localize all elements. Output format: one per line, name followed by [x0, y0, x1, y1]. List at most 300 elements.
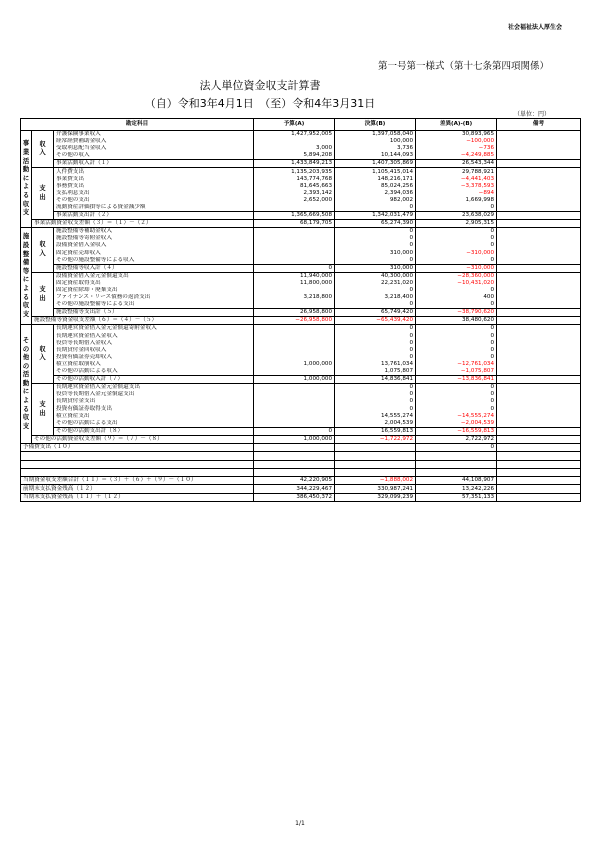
unit-label: （単位：円） — [514, 111, 551, 118]
table-row — [21, 354, 581, 361]
table-row — [21, 384, 581, 392]
cell-actual: 0 — [335, 391, 416, 398]
row-label: 施設整備等補助金収入 — [54, 228, 254, 236]
cell-budget: 68,179,705 — [254, 220, 335, 228]
cell-remarks — [497, 354, 581, 361]
table-row — [21, 242, 581, 249]
row-label: 固定資産取得支出 — [54, 280, 254, 287]
cell-actual: 0 — [335, 257, 416, 265]
table-row — [21, 376, 581, 384]
cell-actual: 65,274,390 — [335, 220, 416, 228]
cell-budget — [254, 340, 335, 347]
cell-budget: 81,645,663 — [254, 183, 335, 190]
table-row — [21, 405, 581, 412]
cell-difference — [416, 460, 497, 468]
cell-budget — [254, 347, 335, 354]
cell-budget — [254, 391, 335, 398]
cell-remarks — [497, 493, 581, 501]
organization-name: 社会福祉法人厚生会 — [507, 24, 562, 31]
cell-actual: 0 — [335, 405, 416, 412]
cell-difference: −12,761,034 — [416, 361, 497, 368]
table-row — [21, 309, 581, 317]
cell-actual: 1,075,807 — [335, 368, 416, 376]
table-row — [21, 398, 581, 405]
table-row — [21, 477, 581, 485]
row-label: 設備資金借入金収入 — [54, 242, 254, 249]
cell-actual: 65,749,420 — [335, 309, 416, 317]
cell-remarks — [497, 145, 581, 152]
row-label: 流動資産評価損等による資金減少額 — [54, 204, 254, 212]
cell-remarks — [497, 250, 581, 257]
cell-actual: 148,216,171 — [335, 176, 416, 183]
cell-budget: 5,894,208 — [254, 152, 335, 160]
cell-actual: 329,099,239 — [335, 493, 416, 501]
cell-actual: 310,000 — [335, 250, 416, 257]
table-row — [21, 235, 581, 242]
table-row — [21, 152, 581, 160]
document-title: 法人単位資金収支計算書 — [199, 79, 321, 92]
cell-actual: 1,105,415,014 — [335, 168, 416, 176]
cell-actual: 0 — [335, 325, 416, 333]
cell-remarks — [497, 131, 581, 139]
table-row — [21, 325, 581, 333]
cell-actual: −1,888,002 — [335, 477, 416, 485]
cell-remarks — [497, 257, 581, 265]
cell-difference: 29,788,921 — [416, 168, 497, 176]
group-other: そ の 他 の 活 動 に よ る 収 支 — [21, 325, 32, 444]
row-label: 当期末支払資金残高（１１）＋（１２） — [21, 493, 254, 501]
cell-difference: −736 — [416, 145, 497, 152]
row-label: ファイナンス・リース債務の返済支出 — [54, 294, 254, 301]
cell-actual: 2,394,036 — [335, 190, 416, 197]
cell-remarks — [497, 443, 581, 451]
cell-budget: 11,800,000 — [254, 280, 335, 287]
cell-remarks — [497, 485, 581, 493]
column-actual: 決算(B) — [335, 119, 416, 131]
cell-budget — [254, 204, 335, 212]
cell-actual: 100,000 — [335, 138, 416, 145]
cell-budget: 2,652,000 — [254, 197, 335, 204]
row-label: 事業費支出 — [54, 176, 254, 183]
row-label: 役員等長期借入金元金償還支出 — [54, 391, 254, 398]
row-label: 設備資金借入金元金償還支出 — [54, 272, 254, 280]
row-label: その他の活動による支出 — [54, 420, 254, 428]
cell-remarks — [497, 468, 581, 476]
cell-remarks — [497, 347, 581, 354]
cell-difference: −14,555,274 — [416, 413, 497, 420]
cell-difference — [416, 452, 497, 460]
cell-remarks — [497, 287, 581, 294]
cell-budget — [254, 420, 335, 428]
cell-actual: 0 — [335, 354, 416, 361]
cell-budget — [254, 235, 335, 242]
cell-actual: 40,300,000 — [335, 272, 416, 280]
table-row — [21, 228, 581, 236]
cell-actual: 310,000 — [335, 264, 416, 272]
cell-actual: 3,736 — [335, 145, 416, 152]
row-label: 施設整備等支出計（５） — [54, 309, 254, 317]
row-label: 積立資産支出 — [54, 413, 254, 420]
cell-remarks — [497, 435, 581, 443]
cell-difference: −310,000 — [416, 264, 497, 272]
cell-remarks — [497, 212, 581, 220]
cell-remarks — [497, 190, 581, 197]
cell-actual: 22,231,020 — [335, 280, 416, 287]
cash-flow-statement-table — [20, 118, 581, 502]
column-subject: 勘定科目 — [21, 119, 254, 131]
group-operating-expense: 支 出 — [32, 168, 54, 220]
cell-actual: 0 — [335, 398, 416, 405]
cell-difference: 0 — [416, 340, 497, 347]
row-label: その他の支出 — [54, 197, 254, 204]
cell-budget: 143,774,768 — [254, 176, 335, 183]
cell-budget — [254, 405, 335, 412]
cell-difference: 0 — [416, 301, 497, 309]
cell-difference: 0 — [416, 347, 497, 354]
cell-actual: 330,987,241 — [335, 485, 416, 493]
cell-budget — [254, 354, 335, 361]
cell-remarks — [497, 294, 581, 301]
cell-actual: 14,836,841 — [335, 376, 416, 384]
table-row — [21, 220, 581, 228]
row-label: 固定資産除却・廃棄支出 — [54, 287, 254, 294]
row-label: その他の活動支出計（８） — [54, 427, 254, 435]
cell-remarks — [497, 197, 581, 204]
cell-budget — [254, 250, 335, 257]
cell-budget — [254, 468, 335, 476]
table-row — [21, 468, 581, 476]
cell-remarks — [497, 427, 581, 435]
row-label: 当期資金収支差額合計（１１）＝（３）＋（６）＋（９）－（１０） — [21, 477, 254, 485]
cell-budget — [254, 413, 335, 420]
cell-actual: 1,397,058,040 — [335, 131, 416, 139]
cell-difference: −28,360,000 — [416, 272, 497, 280]
cell-budget — [254, 368, 335, 376]
group-operating-income: 収 入 — [32, 131, 54, 168]
cell-difference: 13,242,226 — [416, 485, 497, 493]
cell-difference: 44,108,907 — [416, 477, 497, 485]
cell-remarks — [497, 272, 581, 280]
cell-budget: 344,229,467 — [254, 485, 335, 493]
cell-budget: 1,000,000 — [254, 435, 335, 443]
cell-actual: 16,559,813 — [335, 427, 416, 435]
cell-difference: 0 — [416, 443, 497, 451]
cell-budget: 2,393,142 — [254, 190, 335, 197]
cell-remarks — [497, 235, 581, 242]
table-row — [21, 435, 581, 443]
cell-actual: 14,555,274 — [335, 413, 416, 420]
cell-budget — [254, 257, 335, 265]
fiscal-period: （自）令和3年4月1日 （至）令和4年3月31日 — [144, 97, 376, 110]
row-label: その他の施設整備等による収入 — [54, 257, 254, 265]
cell-actual: 0 — [335, 287, 416, 294]
cell-remarks — [497, 183, 581, 190]
cell-difference: 0 — [416, 228, 497, 236]
cell-budget — [254, 398, 335, 405]
cell-difference: 57,351,133 — [416, 493, 497, 501]
cell-difference: −10,431,020 — [416, 280, 497, 287]
cell-difference: 0 — [416, 391, 497, 398]
cell-actual: 982,002 — [335, 197, 416, 204]
cell-actual: 13,761,034 — [335, 361, 416, 368]
row-label: 投資有価証券売却収入 — [54, 354, 254, 361]
cell-remarks — [497, 168, 581, 176]
table-row — [21, 420, 581, 428]
cell-remarks — [497, 301, 581, 309]
cell-difference: −38,790,620 — [416, 309, 497, 317]
cell-actual: −65,439,420 — [335, 317, 416, 325]
cell-budget — [254, 452, 335, 460]
cell-difference: −2,004,539 — [416, 420, 497, 428]
cell-remarks — [497, 160, 581, 168]
cell-difference: 0 — [416, 325, 497, 333]
cell-difference: 0 — [416, 384, 497, 392]
cell-difference: 2,905,315 — [416, 220, 497, 228]
table-row — [21, 250, 581, 257]
table-row — [21, 333, 581, 340]
cell-actual: 0 — [335, 301, 416, 309]
cell-actual — [335, 468, 416, 476]
cell-remarks — [497, 368, 581, 376]
cell-difference: 2,722,972 — [416, 435, 497, 443]
cell-actual: 0 — [335, 204, 416, 212]
row-label: 事業活動資金収支差額（３）＝（１）－（２） — [32, 220, 254, 228]
row-label: 事業活動収入計（１） — [54, 160, 254, 168]
row-label: 投資有価証券取得支出 — [54, 405, 254, 412]
cell-remarks — [497, 204, 581, 212]
table-row — [21, 280, 581, 287]
cell-difference: 38,480,620 — [416, 317, 497, 325]
row-label: 長期貸付金支出 — [54, 398, 254, 405]
cell-actual: 1,342,031,479 — [335, 212, 416, 220]
group-facility: 施 設 整 備 等 に よ る 収 支 — [21, 228, 32, 325]
cell-actual: 1,407,305,869 — [335, 160, 416, 168]
cell-remarks — [497, 477, 581, 485]
cell-difference: 30,893,965 — [416, 131, 497, 139]
table-row — [21, 391, 581, 398]
cell-remarks — [497, 384, 581, 392]
row-label: 長期貸付金回収収入 — [54, 347, 254, 354]
cell-remarks — [497, 228, 581, 236]
cell-remarks — [497, 242, 581, 249]
cell-difference: 0 — [416, 354, 497, 361]
cell-difference: 0 — [416, 405, 497, 412]
row-label — [21, 468, 254, 476]
cell-remarks — [497, 413, 581, 420]
cell-remarks — [497, 138, 581, 145]
row-label: 施設整備等資金収支差額（６）＝（４）－（５） — [32, 317, 254, 325]
cell-difference: 0 — [416, 287, 497, 294]
cell-budget: 3,218,800 — [254, 294, 335, 301]
group-operating: 事 業 活 動 に よ る 収 支 — [21, 131, 32, 228]
cell-actual: 0 — [335, 235, 416, 242]
cell-budget: 42,220,905 — [254, 477, 335, 485]
row-label: 固定資産売却収入 — [54, 250, 254, 257]
cell-difference: −3,378,593 — [416, 183, 497, 190]
cell-remarks — [497, 280, 581, 287]
row-label: 事務費支出 — [54, 183, 254, 190]
row-label — [21, 460, 254, 468]
row-label: その他の活動による収入 — [54, 368, 254, 376]
cell-budget — [254, 228, 335, 236]
table-row — [21, 443, 581, 451]
cell-remarks — [497, 376, 581, 384]
table-row — [21, 317, 581, 325]
cell-actual — [335, 443, 416, 451]
group-other-expense: 支 出 — [32, 384, 54, 436]
column-difference: 差異(A)-(B) — [416, 119, 497, 131]
table-row — [21, 294, 581, 301]
cell-difference: −894 — [416, 190, 497, 197]
row-label: その他の収入 — [54, 152, 254, 160]
table-row — [21, 272, 581, 280]
cell-remarks — [497, 152, 581, 160]
cell-budget: 0 — [254, 427, 335, 435]
table-row — [21, 287, 581, 294]
row-label: 役員等長期借入金収入 — [54, 340, 254, 347]
row-label: その他の活動収入計（７） — [54, 376, 254, 384]
cell-actual: 0 — [335, 347, 416, 354]
table-row — [21, 212, 581, 220]
cell-remarks — [497, 361, 581, 368]
row-label: 施設整備等寄附金収入 — [54, 235, 254, 242]
table-row — [21, 361, 581, 368]
cell-remarks — [497, 264, 581, 272]
cell-difference: −4,441,403 — [416, 176, 497, 183]
cell-remarks — [497, 176, 581, 183]
column-budget: 予算(A) — [254, 119, 335, 131]
cell-actual: −1,722,972 — [335, 435, 416, 443]
table-row — [21, 452, 581, 460]
cell-remarks — [497, 452, 581, 460]
cell-difference: 1,669,998 — [416, 197, 497, 204]
row-label — [21, 452, 254, 460]
cell-actual — [335, 460, 416, 468]
cell-budget — [254, 325, 335, 333]
cell-actual: 0 — [335, 333, 416, 340]
cell-budget — [254, 443, 335, 451]
table-row — [21, 264, 581, 272]
group-other-income: 収 入 — [32, 325, 54, 384]
row-label: 介護保険事業収入 — [54, 131, 254, 139]
table-row — [21, 183, 581, 190]
row-label: 事業活動支出計（２） — [54, 212, 254, 220]
row-label: 人件費支出 — [54, 168, 254, 176]
table-row — [21, 138, 581, 145]
cell-difference: 26,543,344 — [416, 160, 497, 168]
row-label: 支払利息支出 — [54, 190, 254, 197]
cell-actual: 3,218,400 — [335, 294, 416, 301]
cell-budget — [254, 138, 335, 145]
row-label: 長期運営資金借入金収入 — [54, 333, 254, 340]
row-label: 施設整備等収入計（４） — [54, 264, 254, 272]
group-facility-income: 収 入 — [32, 228, 54, 273]
cell-difference: 0 — [416, 235, 497, 242]
cell-difference: −13,836,841 — [416, 376, 497, 384]
cell-budget — [254, 384, 335, 392]
cell-remarks — [497, 460, 581, 468]
cell-budget: 1,365,669,508 — [254, 212, 335, 220]
cell-difference: 0 — [416, 204, 497, 212]
cell-remarks — [497, 220, 581, 228]
table-row — [21, 493, 581, 501]
table-row — [21, 197, 581, 204]
row-label: その他の施設整備等による支出 — [54, 301, 254, 309]
cell-difference: 23,638,029 — [416, 212, 497, 220]
table-row — [21, 340, 581, 347]
cell-difference: 0 — [416, 398, 497, 405]
cell-difference: 0 — [416, 242, 497, 249]
cell-budget: 0 — [254, 264, 335, 272]
cell-actual — [335, 452, 416, 460]
cell-budget — [254, 460, 335, 468]
row-label: 前期末支払資金残高（１２） — [21, 485, 254, 493]
cell-actual: 2,004,539 — [335, 420, 416, 428]
cell-remarks — [497, 405, 581, 412]
cell-difference: −1,075,807 — [416, 368, 497, 376]
cell-budget: 386,450,372 — [254, 493, 335, 501]
table-row — [21, 160, 581, 168]
cell-remarks — [497, 333, 581, 340]
row-label: 受取利息配当金収入 — [54, 145, 254, 152]
cell-budget: 3,000 — [254, 145, 335, 152]
table-row — [21, 145, 581, 152]
cell-difference: −310,000 — [416, 250, 497, 257]
cell-budget: 26,958,800 — [254, 309, 335, 317]
table-row — [21, 257, 581, 265]
cell-difference: −100,000 — [416, 138, 497, 145]
table-row — [21, 204, 581, 212]
cell-actual: 10,144,093 — [335, 152, 416, 160]
cell-budget — [254, 287, 335, 294]
row-label: 経常経費補助金収入 — [54, 138, 254, 145]
cell-actual: 0 — [335, 384, 416, 392]
group-facility-expense: 支 出 — [32, 272, 54, 317]
cell-difference: 0 — [416, 333, 497, 340]
cell-remarks — [497, 309, 581, 317]
cell-difference: −4,249,885 — [416, 152, 497, 160]
cell-actual: 85,024,256 — [335, 183, 416, 190]
table-row — [21, 190, 581, 197]
table-row — [21, 413, 581, 420]
table-row — [21, 460, 581, 468]
cell-budget: 1,427,952,005 — [254, 131, 335, 139]
cell-difference: −16,559,813 — [416, 427, 497, 435]
cell-budget — [254, 333, 335, 340]
table-row — [21, 427, 581, 435]
row-label: 積立資産取崩収入 — [54, 361, 254, 368]
cell-remarks — [497, 317, 581, 325]
table-row — [21, 368, 581, 376]
cell-budget: −26,958,800 — [254, 317, 335, 325]
cell-budget: 11,940,000 — [254, 272, 335, 280]
cell-difference: 400 — [416, 294, 497, 301]
cell-difference: 0 — [416, 257, 497, 265]
cell-remarks — [497, 391, 581, 398]
table-row — [21, 131, 581, 139]
cell-budget — [254, 301, 335, 309]
page-number: 1/1 — [295, 820, 305, 827]
table-row — [21, 168, 581, 176]
cell-remarks — [497, 325, 581, 333]
cell-actual: 0 — [335, 228, 416, 236]
row-label: その他の活動資金収支差額（９）＝（７）－（８） — [32, 435, 254, 443]
cell-remarks — [497, 420, 581, 428]
cell-budget: 1,000,000 — [254, 376, 335, 384]
column-remarks: 備考 — [497, 119, 581, 131]
row-label: 予備費支出（１０） — [21, 443, 254, 451]
header-row — [21, 119, 581, 131]
